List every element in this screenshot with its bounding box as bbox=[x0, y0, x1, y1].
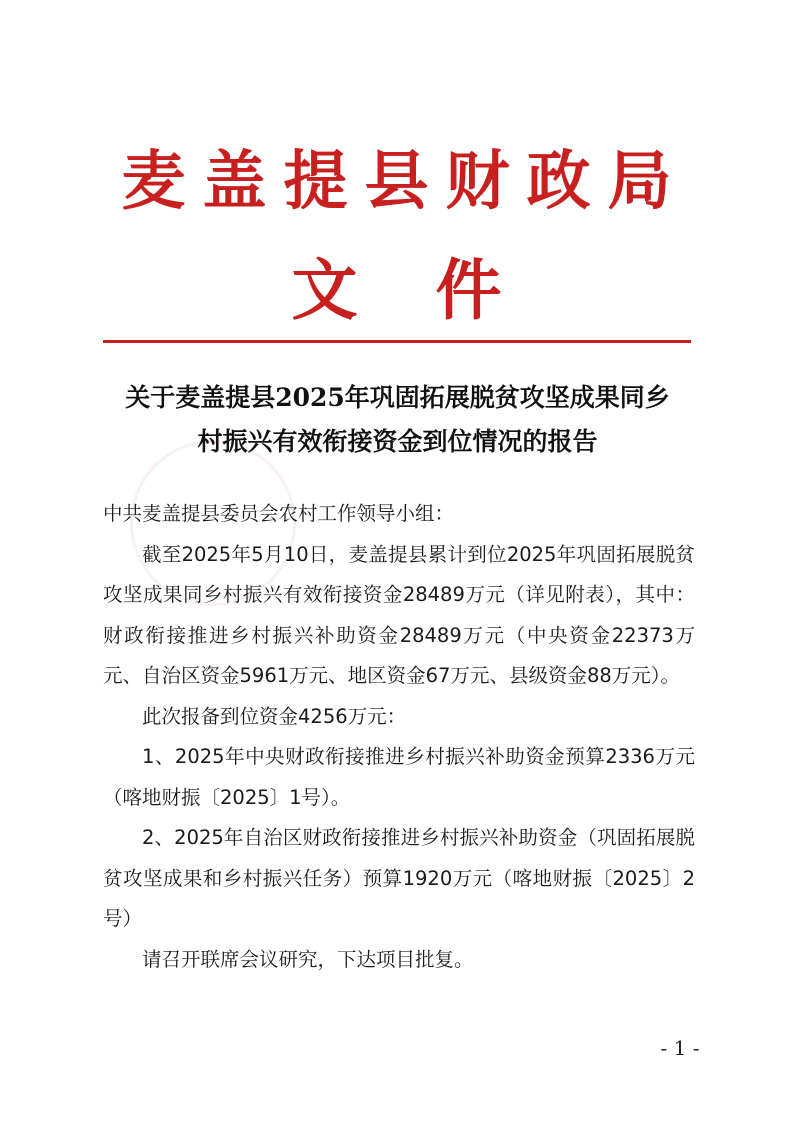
list-item-central-funds: 1、2025年中央财政衔接推进乡村振兴补助资金预算2336万元（喀地财振〔2025〕1号）。 bbox=[103, 745, 695, 809]
document-title bbox=[90, 376, 705, 464]
masthead-organization: 麦盖提县财政局 bbox=[121, 144, 689, 219]
document-body bbox=[103, 494, 695, 980]
addressee: 中共麦盖提县委员会农村工作领导小组： bbox=[103, 502, 455, 525]
list-item-autonomous-region-funds: 2、2025年自治区财政衔接推进乡村振兴补助资金（巩固拓展脱贫攻坚成果和乡村振兴任务）预算1920万元（喀地财振〔2025〕2号） bbox=[103, 826, 695, 930]
title-line-1: 关于麦盖提县2025年巩固拓展脱贫攻坚成果同乡 bbox=[125, 383, 670, 412]
closing-request: 请召开联席会议研究，下达项目批复。 bbox=[142, 947, 474, 971]
page-number: - 1 - bbox=[660, 1036, 700, 1060]
paragraph-reported-funds: 此次报备到位资金4256万元： bbox=[142, 704, 407, 728]
paragraph-funding-summary: 截至2025年5月10日，麦盖提县累计到位2025年巩固拓展脱贫攻坚成果同乡村振兴有效衔接资金28489万元（详见附表），其中：财政衔接推进乡村振兴补助资金28489万元（中央资金22373万元、自治区资金5961万元、地区资金67万元、县级资金88万元）。 bbox=[103, 542, 695, 687]
red-separator-line bbox=[103, 340, 691, 343]
title-line-2: 村振兴有效衔接资金到位情况的报告 bbox=[197, 427, 598, 456]
masthead-document-kind: 文件 bbox=[291, 251, 580, 329]
